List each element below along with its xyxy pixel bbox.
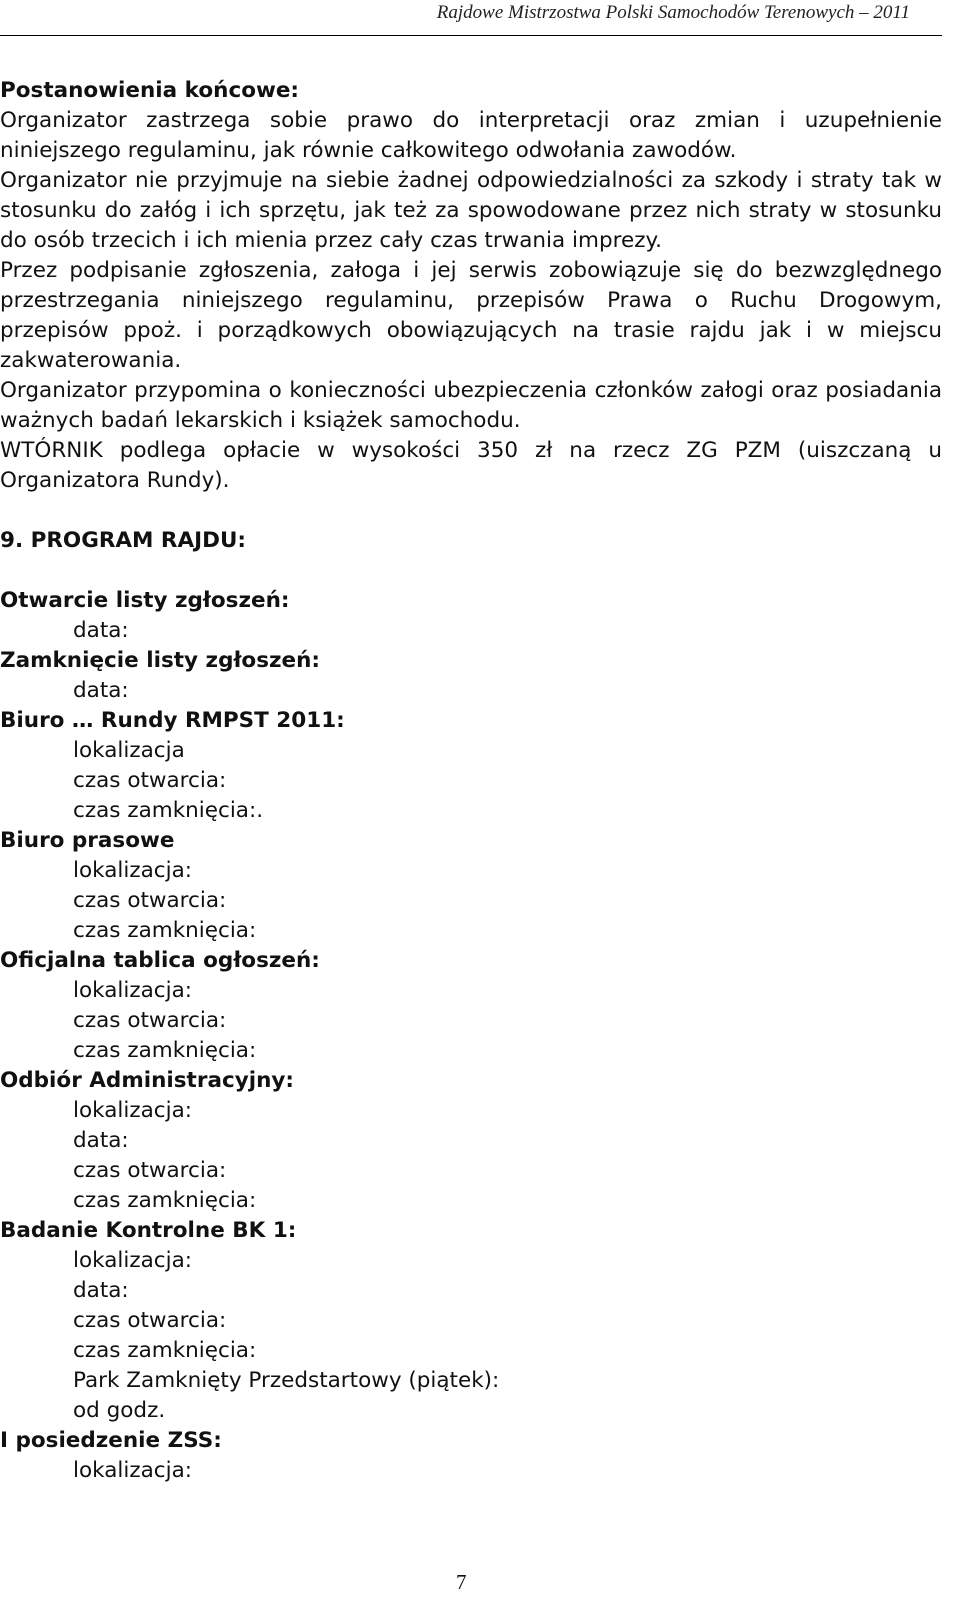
program-section-item: czas otwarcia: — [73, 1008, 227, 1033]
program-sections — [0, 586, 942, 1486]
program-section-item: czas zamknięcia: — [73, 918, 257, 943]
program-section-item: lokalizacja: — [73, 978, 192, 1003]
program-section-item: Park Zamknięty Przedstartowy (piątek): — [73, 1368, 500, 1393]
program-section-title: I posiedzenie ZSS: — [0, 1428, 222, 1453]
program-section-item: czas zamknięcia: — [73, 1338, 257, 1363]
program-section-title: Biuro prasowe — [0, 828, 175, 853]
program-section-item: lokalizacja: — [73, 1248, 192, 1273]
program-section-title: Zamknięcie listy zgłoszeń: — [0, 648, 321, 673]
program-section-item: czas zamknięcia: — [73, 1188, 257, 1213]
program-section-item: czas zamknięcia:. — [73, 798, 264, 823]
program-heading: 9. PROGRAM RAJDU: — [0, 528, 247, 553]
program-section-item: czas zamknięcia: — [73, 1038, 257, 1063]
paragraph: Organizator przypomina o konieczności ubezpieczenia członków załogi oraz posiadania ważnych badań lekarskich i książek samochodu. — [0, 378, 942, 433]
paragraph: Organizator zastrzega sobie prawo do interpretacji oraz zmian i uzupełnienie niniejszego regulaminu, jak równie całkowitego odwołania zawodów. — [0, 108, 942, 163]
program-section-item: od godz. — [73, 1398, 166, 1423]
program-section-title: Otwarcie listy zgłoszeń: — [0, 588, 290, 613]
program-section-item: lokalizacja: — [73, 858, 192, 883]
program-section-item: data: — [73, 618, 129, 643]
spacer — [0, 496, 942, 526]
program-section-item: data: — [73, 678, 129, 703]
page-header — [0, 0, 960, 38]
program-section-item: data: — [73, 1278, 129, 1303]
paragraph: Przez podpisanie zgłoszenia, załoga i jej serwis zobowiązuje się do bezwzględnego przestrzegania niniejszego regulaminu, przepisów Prawa o Ruchu Drogowym, przepisów ppoż. i porządkowych obowiązujących na trasie rajdu jak i w miejscu zakwaterowania. — [0, 258, 942, 373]
program-section-item: czas otwarcia: — [73, 1158, 227, 1183]
header-title: Rajdowe Mistrzostwa Polski Samochodów Terenowych – 2011 — [436, 2, 910, 23]
final-provisions-heading: Postanowienia końcowe: — [0, 78, 300, 103]
program-section-item: lokalizacja: — [73, 1098, 192, 1123]
program-section-title: Biuro … Rundy RMPST 2011: — [0, 708, 345, 733]
header-rule — [0, 35, 942, 36]
program-section-item: data: — [73, 1128, 129, 1153]
document-body — [0, 76, 942, 1486]
program-section-title: Oficjalna tablica ogłoszeń: — [0, 948, 320, 973]
page-number: 7 — [456, 1570, 467, 1594]
program-section-item: czas otwarcia: — [73, 1308, 227, 1333]
program-section-item: lokalizacja: — [73, 1458, 192, 1483]
program-section-title: Odbiór Administracyjny: — [0, 1068, 294, 1093]
spacer — [0, 556, 942, 586]
program-section-item: lokalizacja — [73, 738, 185, 763]
program-section-title: Badanie Kontrolne BK 1: — [0, 1218, 297, 1243]
program-section-item: czas otwarcia: — [73, 888, 227, 913]
program-section-item: czas otwarcia: — [73, 768, 227, 793]
paragraph: Organizator nie przyjmuje na siebie żadnej odpowiedzialności za szkody i straty tak w stosunku do załóg i ich sprzętu, jak też za spowodowane przez nich straty w stosunku do osób trzecich i ich mienia przez cały czas trwania imprezy. — [0, 168, 942, 253]
paragraph: WTÓRNIK podlega opłacie w wysokości 350 zł na rzecz ZG PZM (uiszczaną u Organizatora Rundy). — [0, 438, 942, 493]
